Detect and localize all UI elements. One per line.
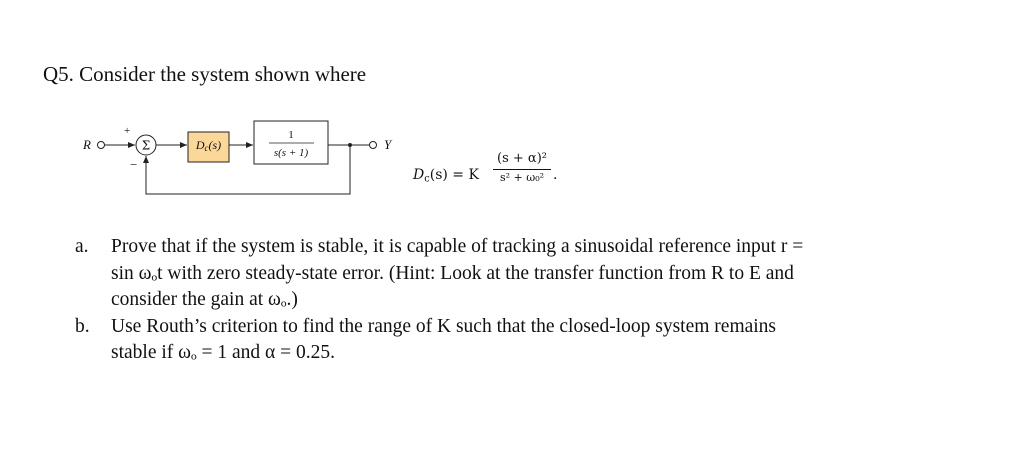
block-diagram (70, 112, 430, 207)
input-terminal (98, 142, 105, 149)
input-label: R (83, 137, 91, 152)
controller-label: Dc(s) (195, 138, 222, 153)
part-line: Prove that if the system is stable, it is capable of tracking a sinusoidal reference input r = (111, 236, 804, 257)
part-label: a. (75, 236, 89, 257)
part-body (111, 314, 945, 367)
summer-plus-sign: + (124, 125, 131, 137)
output-terminal (370, 142, 377, 149)
formula-period: . (553, 167, 558, 183)
formula-denominator: s² + ω₀² (499, 171, 545, 184)
summer-minus-sign: − (130, 157, 138, 172)
plant-denominator: s(s + 1) (273, 147, 309, 159)
formula-fraction (493, 150, 551, 186)
part-line: sin ωₒt with zero steady-state error. (Hint: Look at the transfer function from R to E and (111, 262, 794, 284)
summer-symbol: Σ (141, 138, 151, 153)
part-body (111, 234, 945, 314)
formula-numerator: (s + α)² (497, 151, 547, 166)
question-title: Q5. Consider the system shown where (43, 62, 367, 86)
part-b (75, 314, 945, 367)
question-parts (75, 234, 945, 367)
formula-lhs: $D_c(s) = K$ (413, 167, 479, 185)
part-line: Use Routh’s criterion to find the range of K such that the closed-loop system remains (111, 315, 777, 337)
controller-formula (413, 150, 563, 200)
output-label: Y (384, 137, 392, 152)
part-line: stable if ωₒ = 1 and α = 0.25. (111, 342, 335, 363)
part-line: consider the gain at ωₒ.) (111, 289, 298, 310)
part-label: b. (75, 315, 90, 337)
plant-numerator: 1 (288, 129, 294, 141)
part-a (75, 234, 945, 314)
